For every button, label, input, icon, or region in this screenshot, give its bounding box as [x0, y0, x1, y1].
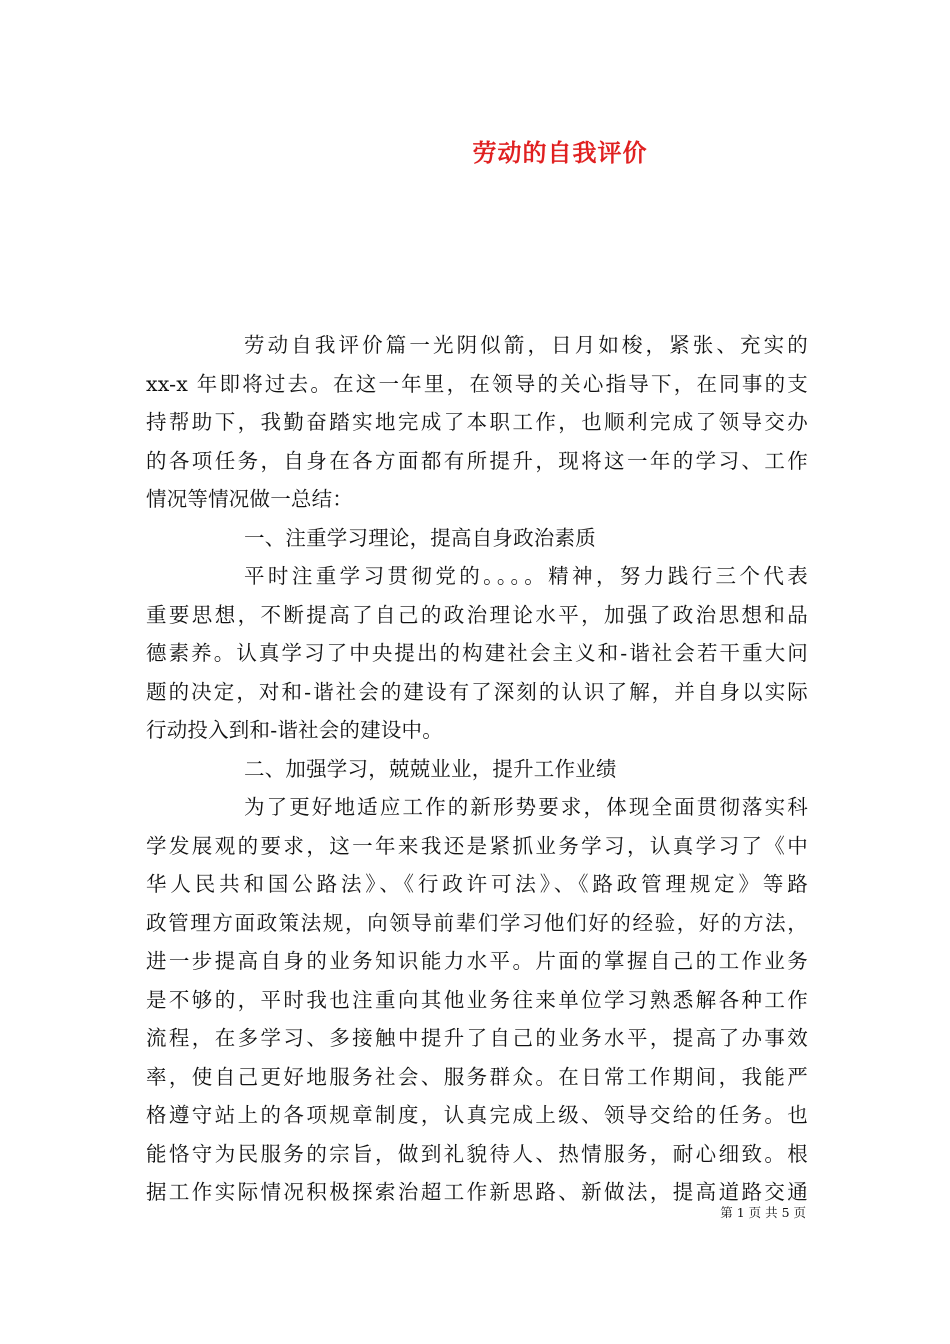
document-body [146, 326, 808, 1212]
text-line: 进一步提高自身的业务知识能力水平。片面的掌握自己的工作业务 [146, 949, 808, 973]
text-line: 题的决定，对和-谐社会的建设有了深刻的认识了解，并自身以实际 [146, 679, 808, 704]
text-line: 的各项任务，自身在各方面都有所提升，现将这一年的学习、工作 [146, 448, 808, 473]
text-line: 政管理方面政策法规，向领导前辈们学习他们好的经验，好的方法， [146, 910, 808, 935]
text-line: 一、注重学习理论，提高自身政治素质 [244, 525, 596, 550]
text-line: 率，使自己更好地服务社会、服务群众。在日常工作期间，我能严 [146, 1064, 808, 1089]
text-line: xx-x 年即将过去。在这一年里，在领导的关心指导下，在同事的支 [146, 371, 808, 396]
text-line: 持帮助下，我勤奋踏实地完成了本职工作，也顺利完成了领导交办 [146, 410, 808, 434]
text-line: 格遵守站上的各项规章制度，认真完成上级、领导交给的任务。也 [146, 1103, 808, 1127]
text-line: 为了更好地适应工作的新形势要求，体现全面贯彻落实科 [244, 795, 808, 819]
page-footer: 第 1 页 共 5 页 [720, 1205, 806, 1220]
text-line: 华人民共和国公路法》、《行政许可法》、《路政管理规定》等路 [146, 872, 808, 896]
text-line: 劳动自我评价篇一光阴似箭，日月如梭，紧张、充实的 [244, 333, 808, 357]
text-line: 二、加强学习，兢兢业业，提升工作业绩 [244, 756, 617, 781]
text-line: 能恪守为民服务的宗旨，做到礼貌待人、热情服务，耐心细致。根 [146, 1141, 808, 1166]
document-title: 劳动的自我评价 [472, 138, 648, 167]
text-line: 德素养。认真学习了中央提出的构建社会主义和-谐社会若干重大问 [146, 641, 808, 665]
text-line: 学发展观的要求，这一年来我还是紧抓业务学习，认真学习了《中 [146, 833, 808, 858]
text-line: 情况等情况做一总结： [146, 487, 353, 511]
text-line: 行动投入到和-谐社会的建设中。 [146, 718, 443, 742]
text-line: 平时注重学习贯彻党的。。。。精神，努力践行三个代表 [244, 564, 808, 588]
text-line: 流程，在多学习、多接触中提升了自己的业务水平，提高了办事效 [146, 1026, 808, 1050]
text-line: 重要思想，不断提高了自己的政治理论水平，加强了政治思想和品 [146, 602, 808, 627]
text-line: 是不够的，平时我也注重向其他业务往来单位学习熟悉解各种工作 [146, 987, 808, 1012]
text-line: 据工作实际情况积极探索治超工作新思路、新做法，提高道路交通 [146, 1180, 808, 1204]
